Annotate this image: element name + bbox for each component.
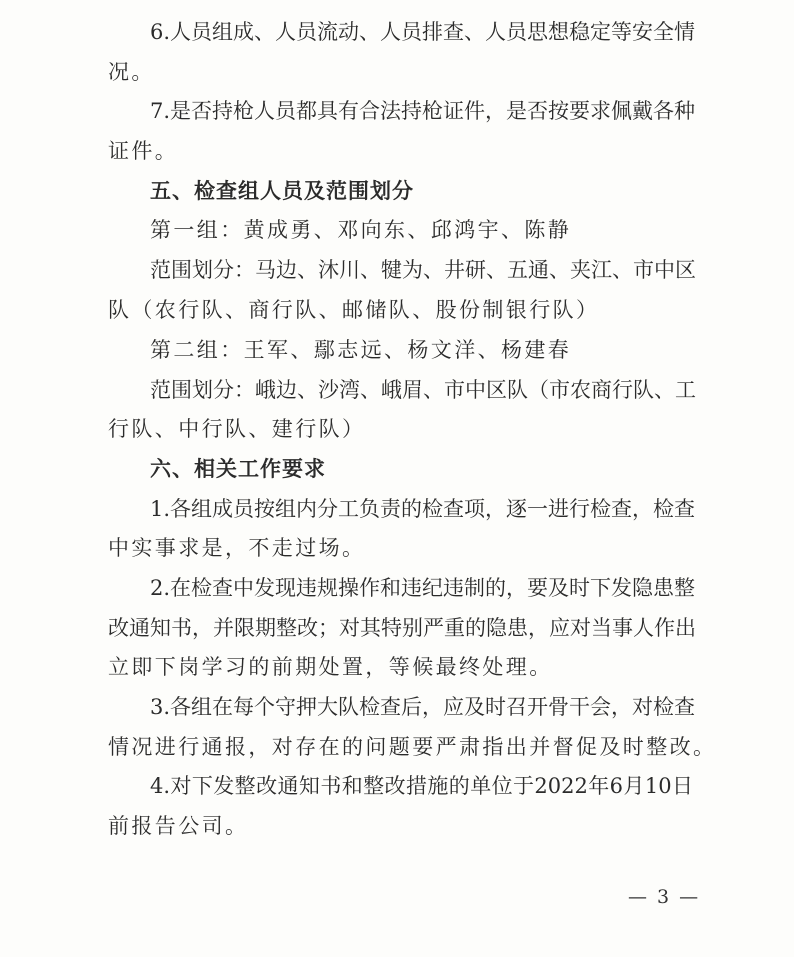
body-line: 4.对下发整改通知书和整改措施的单位于2022年6月10日 — [150, 774, 693, 798]
body-line: 行队、中行队、建行队） — [108, 417, 366, 441]
body-line: 改通知书，并限期整改；对其特别严重的隐患，应对当事人作出 — [108, 616, 696, 640]
body-line: 前报告公司。 — [108, 814, 249, 838]
page-number: — 3 — — [628, 886, 701, 908]
body-line: 中实事求是，不走过场。 — [108, 536, 366, 560]
section-heading: 六、相关工作要求 — [150, 457, 326, 481]
body-line: 队（农行队、商行队、邮储队、股份制银行队） — [108, 298, 600, 322]
body-line: 第一组：黄成勇、邓向东、邱鸿宇、陈静 — [150, 218, 572, 242]
body-line: 7.是否持枪人员都具有合法持枪证件，是否按要求佩戴各种 — [150, 99, 696, 123]
body-line: 第二组：王军、鄢志远、杨文洋、杨建春 — [150, 338, 572, 362]
body-line: 情况进行通报，对存在的问题要严肃指出并督促及时整改。 — [108, 735, 717, 759]
section-heading: 五、检查组人员及范围划分 — [150, 179, 414, 203]
body-line: 6.人员组成、人员流动、人员排查、人员思想稳定等安全情 — [150, 20, 696, 44]
body-line: 立即下岗学习的前期处置，等候最终处理。 — [108, 655, 553, 679]
body-line: 1.各组成员按组内分工负责的检查项，逐一进行检查，检查 — [150, 497, 696, 521]
body-line: 证件。 — [108, 139, 179, 163]
body-line: 范围划分：峨边、沙湾、峨眉、市中区队（市农商行队、工 — [150, 378, 696, 402]
body-line: 2.在检查中发现违规操作和违纪违制的，要及时下发隐患整 — [150, 576, 696, 600]
body-line: 3.各组在每个守押大队检查后，应及时召开骨干会，对检查 — [150, 695, 696, 719]
body-line: 况。 — [108, 60, 155, 84]
body-line: 范围划分：马边、沐川、犍为、井研、五通、夹江、市中区 — [150, 258, 696, 282]
